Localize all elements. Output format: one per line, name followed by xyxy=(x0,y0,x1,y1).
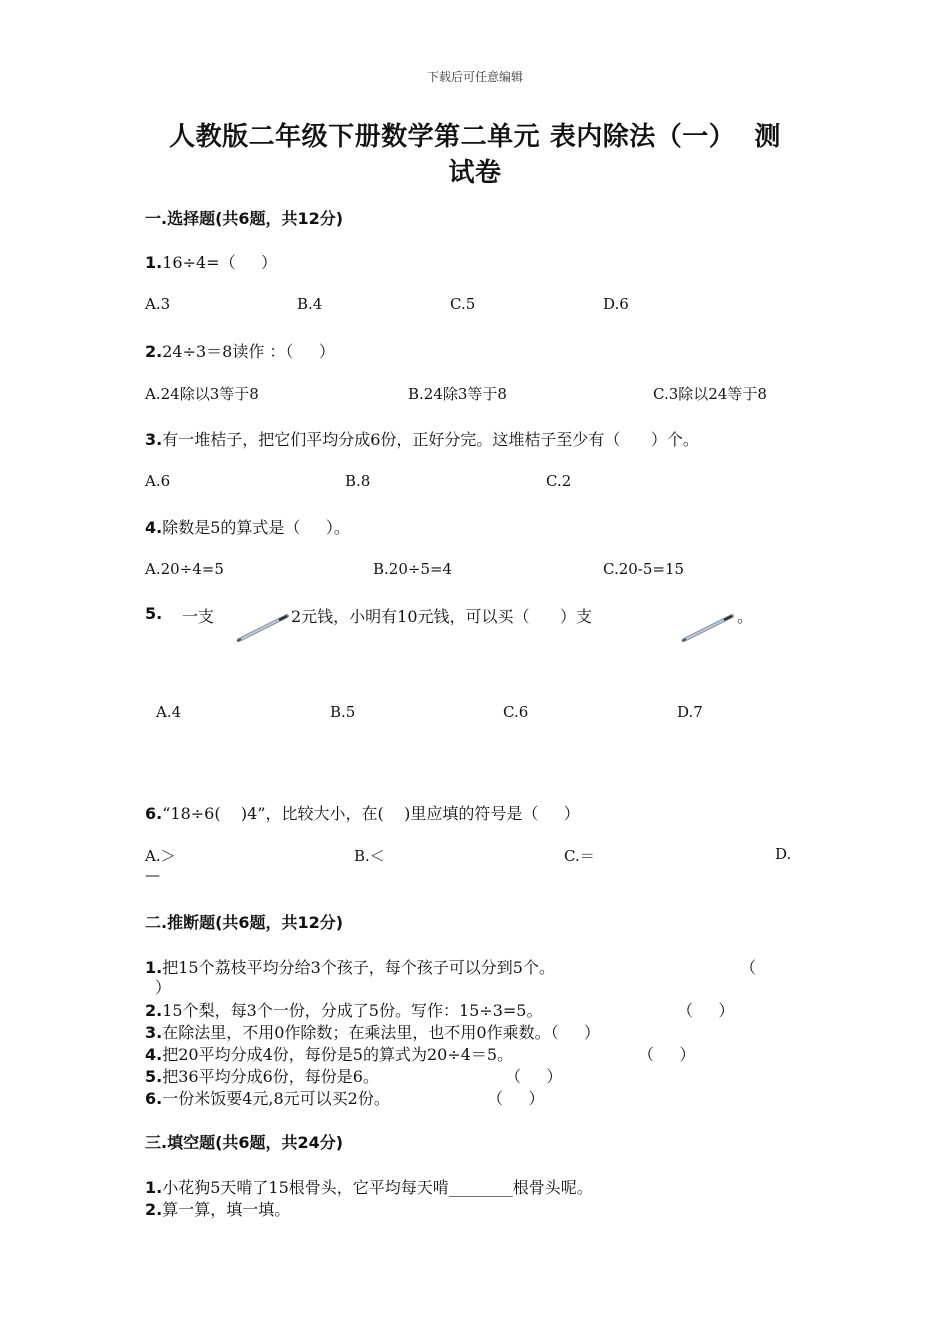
q2-option-a: A.24除以3等于8 xyxy=(145,385,259,403)
question-5-text-b: 2元钱，小明有10元钱，可以买（ ）支 xyxy=(291,607,593,626)
q1-option-b: B.4 xyxy=(297,295,323,313)
q6-option-b: B.＜ xyxy=(354,847,385,865)
q1-option-c: C.5 xyxy=(450,295,476,313)
q6-option-d: D. xyxy=(775,845,792,863)
question-number: 3. xyxy=(145,430,163,449)
q4-option-c: C.20-5=15 xyxy=(603,560,685,578)
question-number: 6. xyxy=(145,804,163,823)
section1-heading: 一.选择题(共6题，共12分) xyxy=(145,209,344,228)
question-2 xyxy=(145,339,335,362)
judge-blank-open: （ xyxy=(740,958,757,977)
q5-option-d: D.7 xyxy=(677,703,703,721)
item-number: 6. xyxy=(145,1089,163,1108)
item-text: 小花狗5天啃了15根骨头，它平均每天啃________根骨头呢。 xyxy=(162,1178,593,1197)
judge-blank: （ ） xyxy=(638,1045,696,1064)
question-text: 有一堆桔子，把它们平均分成6份，正好分完。这堆桔子至少有（ ）个。 xyxy=(162,430,699,449)
question-number: 4. xyxy=(145,518,163,537)
question-text: 24÷3＝8读作 ：（ ） xyxy=(162,342,335,361)
q2-option-c: C.3除以24等于8 xyxy=(653,385,767,403)
q6-option-d-continued: — xyxy=(145,866,160,884)
q3-option-b: B.8 xyxy=(345,472,371,490)
question-4 xyxy=(145,515,350,538)
judge-blank: （ ） xyxy=(505,1067,563,1086)
item-number: 3. xyxy=(145,1023,163,1042)
item-number: 4. xyxy=(145,1045,163,1064)
pencil-icon xyxy=(680,610,736,644)
item-number: 2. xyxy=(145,1001,163,1020)
item-text: 在除法里，不用0作除数；在乘法里，也不用0作乘数。（ ） xyxy=(162,1023,601,1042)
q5-option-b: B.5 xyxy=(330,703,356,721)
judge-item-4 xyxy=(145,1042,513,1065)
section2-heading: 二.推断题(共6题，共12分) xyxy=(145,913,344,932)
q3-option-c: C.2 xyxy=(546,472,572,490)
item-text: 把36平均分成6份，每份是6。 xyxy=(162,1067,379,1086)
fill-item-1 xyxy=(145,1175,593,1198)
item-text: 算一算，填一填。 xyxy=(162,1200,291,1219)
question-number: 5. xyxy=(145,604,163,623)
section3-heading: 三.填空题(共6题，共24分) xyxy=(145,1133,344,1152)
question-5-text-c: 。 xyxy=(737,607,754,626)
question-1 xyxy=(145,250,277,273)
q3-option-a: A.6 xyxy=(145,472,171,490)
question-text: 除数是5的算式是（ ）。 xyxy=(162,518,350,537)
q5-option-a: A.4 xyxy=(156,703,182,721)
judge-item-3 xyxy=(145,1020,600,1043)
item-text: 一份米饭要4元,8元可以买2份。 xyxy=(162,1089,390,1108)
question-5 xyxy=(145,604,162,623)
page-title-line1: 人教版二年级下册数学第二单元 表内除法（一） 测 xyxy=(169,122,781,152)
item-number: 2. xyxy=(145,1200,163,1219)
header-note: 下载后可任意编辑 xyxy=(426,70,523,84)
question-text: “18÷6( )4”，比较大小，在( )里应填的符号是（ ） xyxy=(162,804,580,823)
judge-blank-close: ） xyxy=(155,978,172,997)
judge-item-6 xyxy=(145,1086,390,1109)
question-number: 1. xyxy=(145,253,163,272)
page-title-line2: 试卷 xyxy=(448,158,502,188)
question-text: 16÷4=（ ） xyxy=(162,253,278,272)
judge-item-2 xyxy=(145,998,542,1021)
item-text: 15个梨，每3个一份，分成了5份。写作：15÷3=5。 xyxy=(162,1001,543,1020)
question-number: 2. xyxy=(145,342,163,361)
judge-item-5 xyxy=(145,1064,379,1087)
question-3 xyxy=(145,427,699,450)
item-number: 1. xyxy=(145,958,163,977)
q5-option-c: C.6 xyxy=(503,703,529,721)
q1-option-d: D.6 xyxy=(603,295,629,313)
item-text: 把15个荔枝平均分给3个孩子，每个孩子可以分到5个。 xyxy=(162,958,555,977)
question-6 xyxy=(145,801,580,824)
q4-option-b: B.20÷5=4 xyxy=(373,560,453,578)
item-number: 5. xyxy=(145,1067,163,1086)
q2-option-b: B.24除3等于8 xyxy=(408,385,507,403)
q6-option-a: A.＞ xyxy=(145,847,176,865)
judge-blank: （ ） xyxy=(677,1001,735,1020)
q6-option-c: C.＝ xyxy=(564,847,595,865)
pencil-icon xyxy=(235,610,291,644)
item-number: 1. xyxy=(145,1178,163,1197)
judge-blank: （ ） xyxy=(487,1089,545,1108)
question-5-text-a: 一支 xyxy=(182,607,215,626)
q4-option-a: A.20÷4=5 xyxy=(145,560,224,578)
q1-option-a: A.3 xyxy=(145,295,171,313)
judge-item-1 xyxy=(145,955,555,978)
fill-item-2 xyxy=(145,1197,290,1220)
item-text: 把20平均分成4份，每份是5的算式为20÷4＝5。 xyxy=(162,1045,514,1064)
